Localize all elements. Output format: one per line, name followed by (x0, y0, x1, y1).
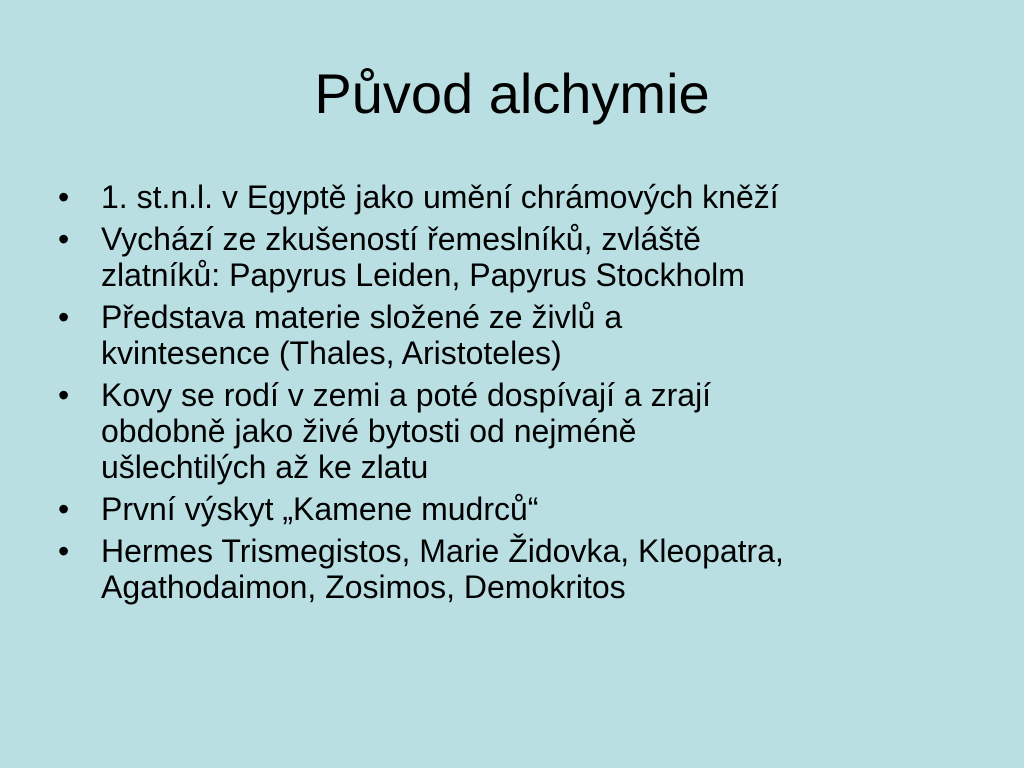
bullet-item (58, 491, 978, 527)
bullet-item (58, 179, 978, 215)
bullet-item (58, 299, 978, 371)
bullet-icon: • (58, 491, 70, 527)
bullet-text-line: kvintesence (Thales, Aristoteles) (101, 335, 562, 371)
bullet-text-line: zlatníků: Papyrus Leiden, Papyrus Stockholm (101, 257, 745, 293)
bullet-item (58, 533, 978, 605)
bullet-list (58, 179, 978, 611)
bullet-icon: • (58, 179, 70, 215)
bullet-item (58, 377, 978, 485)
bullet-text-line: 1. st.n.l. v Egyptě jako umění chrámových kněží (101, 179, 779, 215)
bullet-text-line: obdobně jako živé bytosti od nejméně (101, 413, 637, 449)
bullet-text-line: Představa materie složené ze živlů a (101, 299, 623, 335)
bullet-text-line: Kovy se rodí v zemi a poté dospívají a zrají (101, 377, 712, 413)
bullet-text-line: ušlechtilých až ke zlatu (101, 449, 429, 485)
bullet-text-line: Hermes Trismegistos, Marie Židovka, Kleopatra, (101, 533, 784, 569)
bullet-icon: • (58, 299, 70, 335)
bullet-text-line: Agathodaimon, Zosimos, Demokritos (101, 569, 626, 605)
bullet-text-line: První výskyt „Kamene mudrců“ (101, 491, 539, 527)
bullet-icon: • (58, 377, 70, 413)
slide-title: Původ alchymie (314, 62, 710, 125)
bullet-icon: • (58, 221, 70, 257)
bullet-item (58, 221, 978, 293)
bullet-text-line: Vychází ze zkušeností řemeslníků, zvláště (101, 221, 701, 257)
bullet-icon: • (58, 533, 70, 569)
